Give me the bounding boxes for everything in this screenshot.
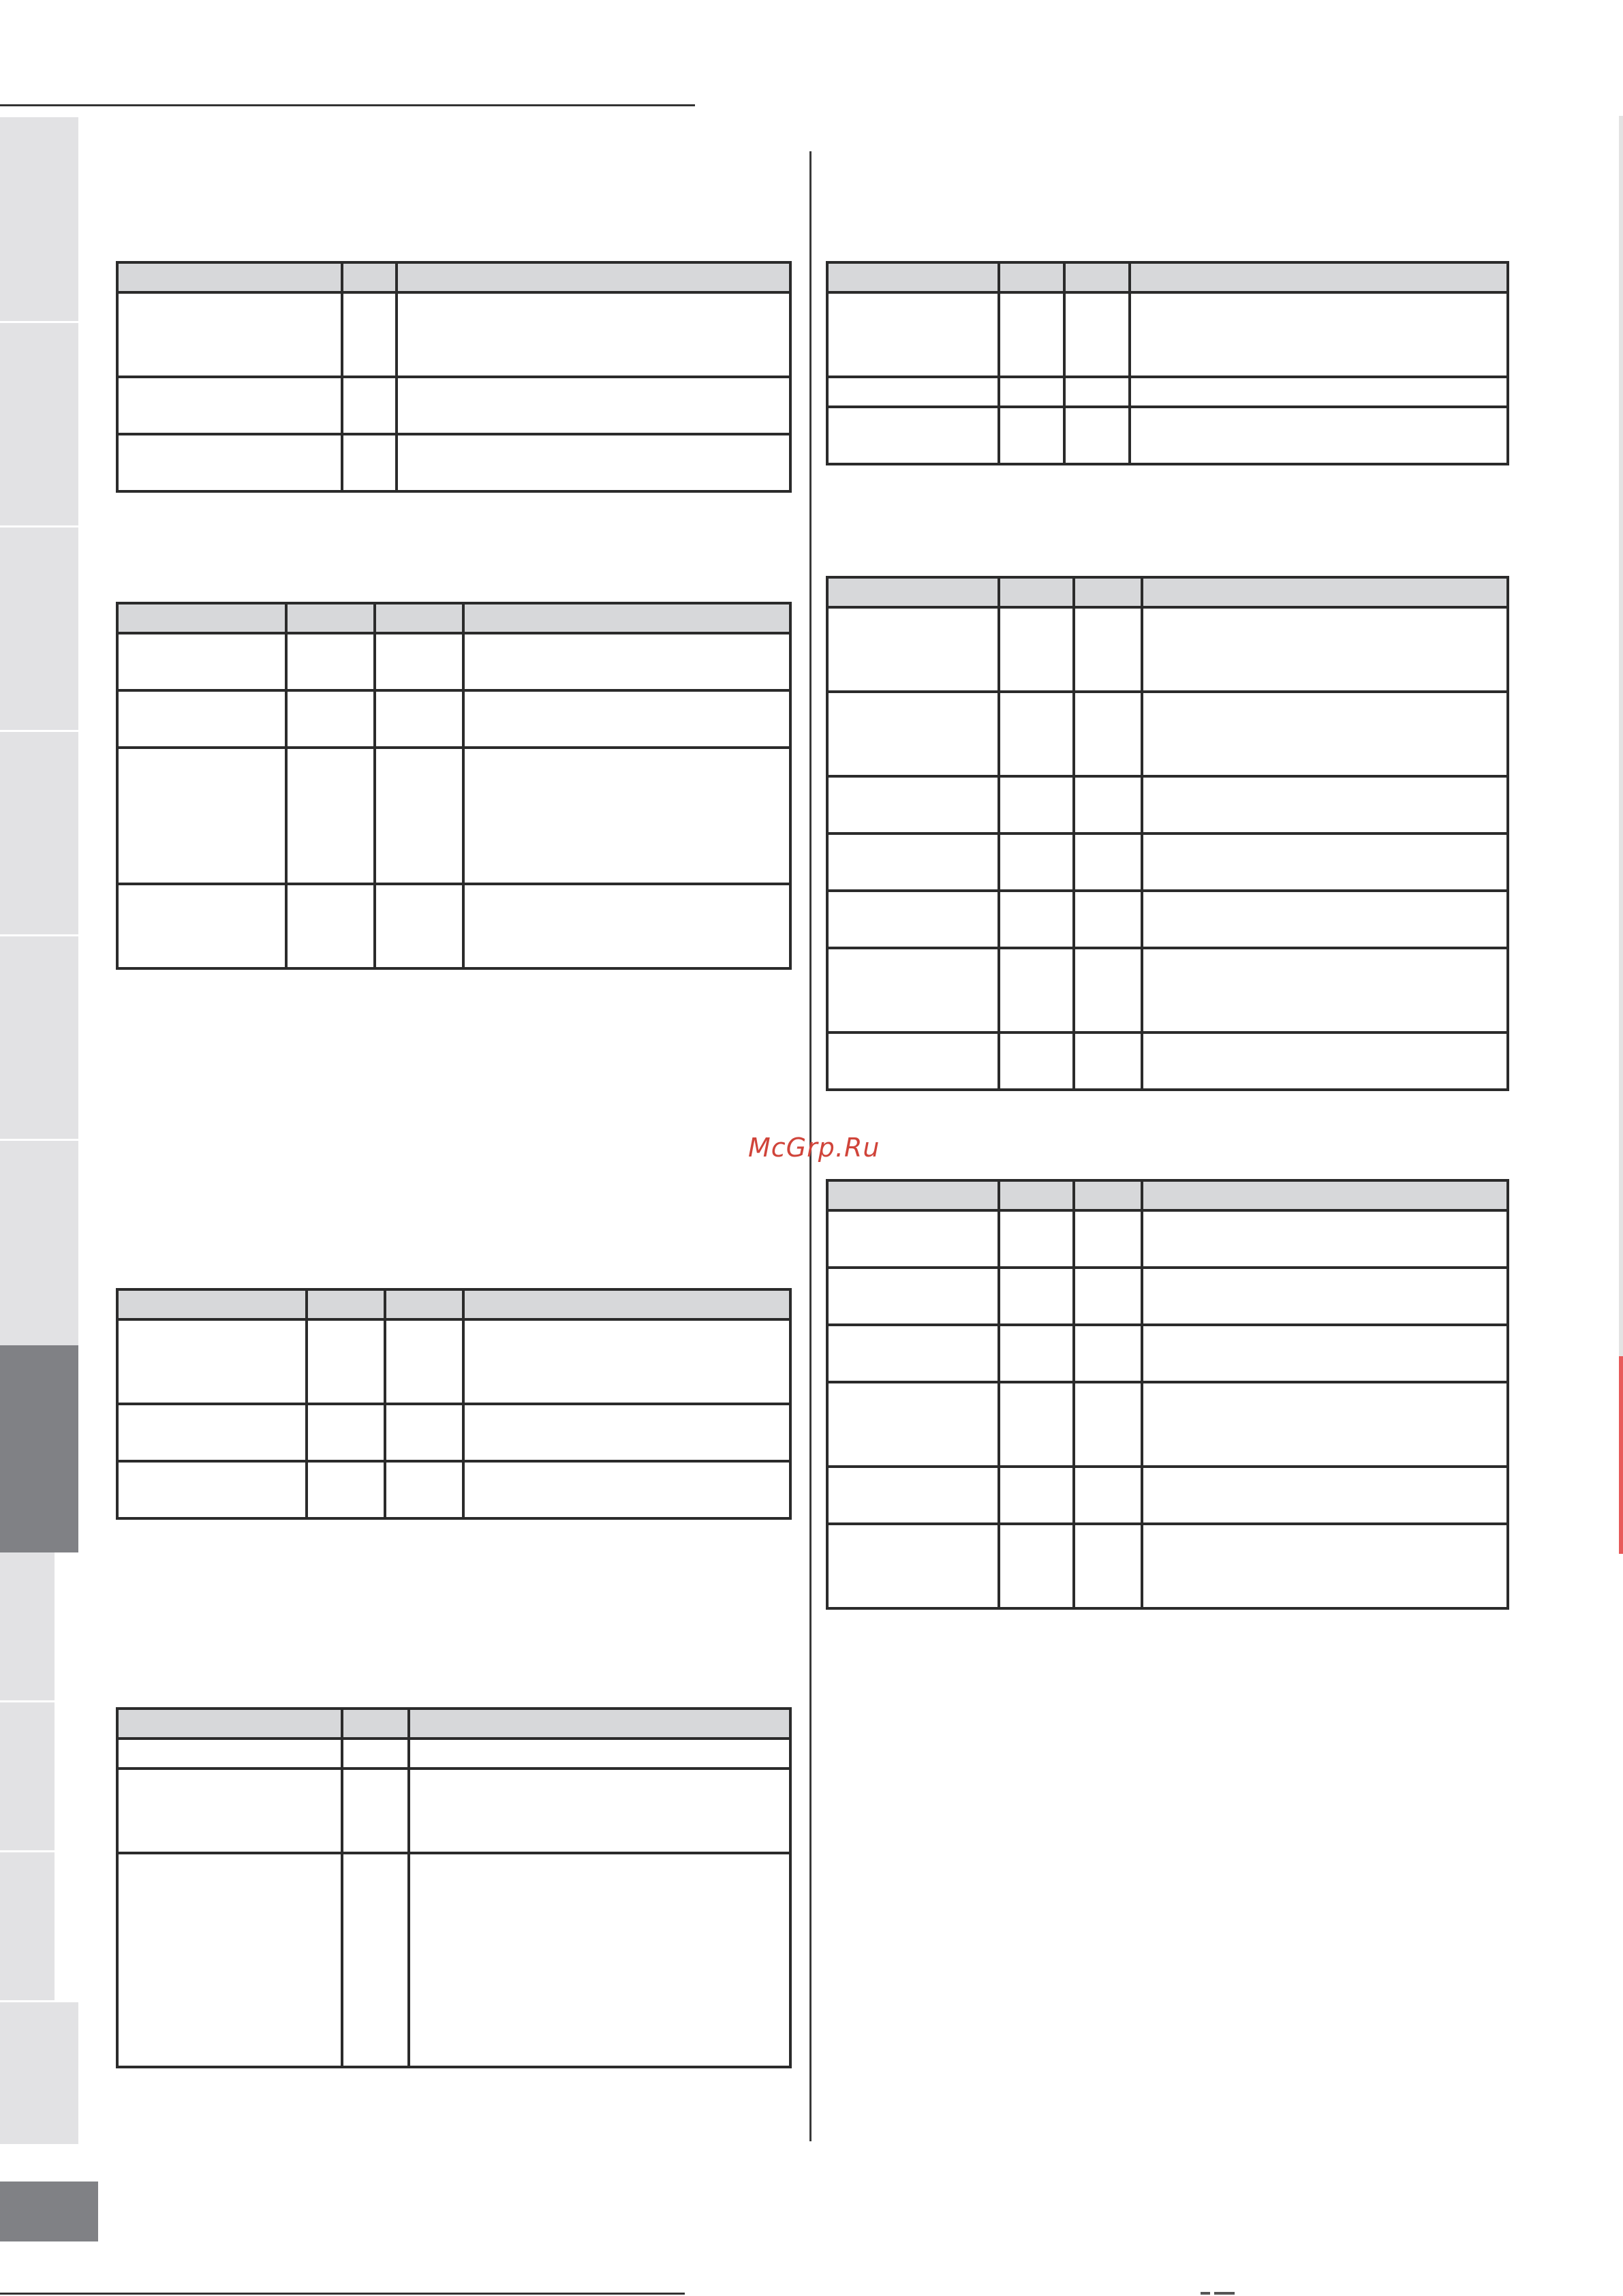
table-row bbox=[117, 1319, 790, 1404]
table-row bbox=[827, 407, 1508, 464]
table-row bbox=[827, 1325, 1508, 1382]
chapter-tab-2[interactable] bbox=[0, 323, 78, 527]
chapter-tab-active[interactable] bbox=[0, 1345, 78, 1552]
table-row bbox=[117, 292, 790, 377]
bottom-rule bbox=[0, 2293, 685, 2295]
table-row bbox=[827, 292, 1508, 377]
table-row bbox=[827, 948, 1508, 1032]
table-row bbox=[117, 1404, 790, 1461]
chapter-tab-5[interactable] bbox=[0, 936, 78, 1141]
table-row bbox=[117, 884, 790, 968]
table-right-1 bbox=[826, 261, 1509, 465]
table-row bbox=[117, 633, 790, 690]
table-row bbox=[117, 434, 790, 491]
table-row bbox=[117, 1853, 790, 2067]
table-right-3 bbox=[826, 1179, 1509, 1610]
table-row bbox=[117, 377, 790, 434]
table-row bbox=[827, 891, 1508, 948]
table-left-3 bbox=[116, 1288, 792, 1520]
table-header-row bbox=[827, 262, 1508, 292]
chapter-tab-3[interactable] bbox=[0, 527, 78, 732]
page-number-box bbox=[0, 2182, 98, 2241]
top-rule bbox=[0, 104, 695, 106]
table-row bbox=[827, 1467, 1508, 1524]
table-header-row bbox=[827, 577, 1508, 607]
table-row bbox=[827, 1032, 1508, 1090]
table-header-row bbox=[827, 1180, 1508, 1210]
table-row bbox=[827, 607, 1508, 692]
table-row bbox=[827, 692, 1508, 776]
chapter-tab-6[interactable] bbox=[0, 1141, 78, 1345]
table-right-2 bbox=[826, 576, 1509, 1091]
table-header-row bbox=[117, 603, 790, 633]
table-left-1 bbox=[116, 261, 792, 493]
table-row bbox=[827, 1210, 1508, 1268]
table-row bbox=[117, 690, 790, 748]
table-row bbox=[827, 1268, 1508, 1325]
chapter-tab-4[interactable] bbox=[0, 732, 78, 936]
tab-notch bbox=[55, 1552, 78, 2002]
chapter-tab-1[interactable] bbox=[0, 117, 78, 323]
table-row bbox=[827, 1524, 1508, 1608]
table-row bbox=[827, 377, 1508, 407]
table-row bbox=[827, 1382, 1508, 1467]
footer-mark bbox=[1201, 2292, 1210, 2295]
right-edge-active bbox=[1619, 1356, 1623, 1554]
right-edge-tab bbox=[1619, 116, 1623, 1356]
table-row bbox=[827, 776, 1508, 833]
watermark: McGrp.Ru bbox=[748, 1133, 880, 1163]
footer-mark bbox=[1214, 2292, 1235, 2295]
table-left-2 bbox=[116, 602, 792, 970]
table-row bbox=[117, 1769, 790, 1853]
table-row bbox=[117, 748, 790, 884]
table-header-row bbox=[117, 1709, 790, 1739]
table-header-row bbox=[117, 262, 790, 292]
table-row bbox=[117, 1461, 790, 1518]
table-left-4 bbox=[116, 1707, 792, 2068]
table-row bbox=[117, 1739, 790, 1769]
chapter-tab-11[interactable] bbox=[0, 2002, 78, 2144]
table-row bbox=[827, 833, 1508, 891]
table-header-row bbox=[117, 1289, 790, 1319]
